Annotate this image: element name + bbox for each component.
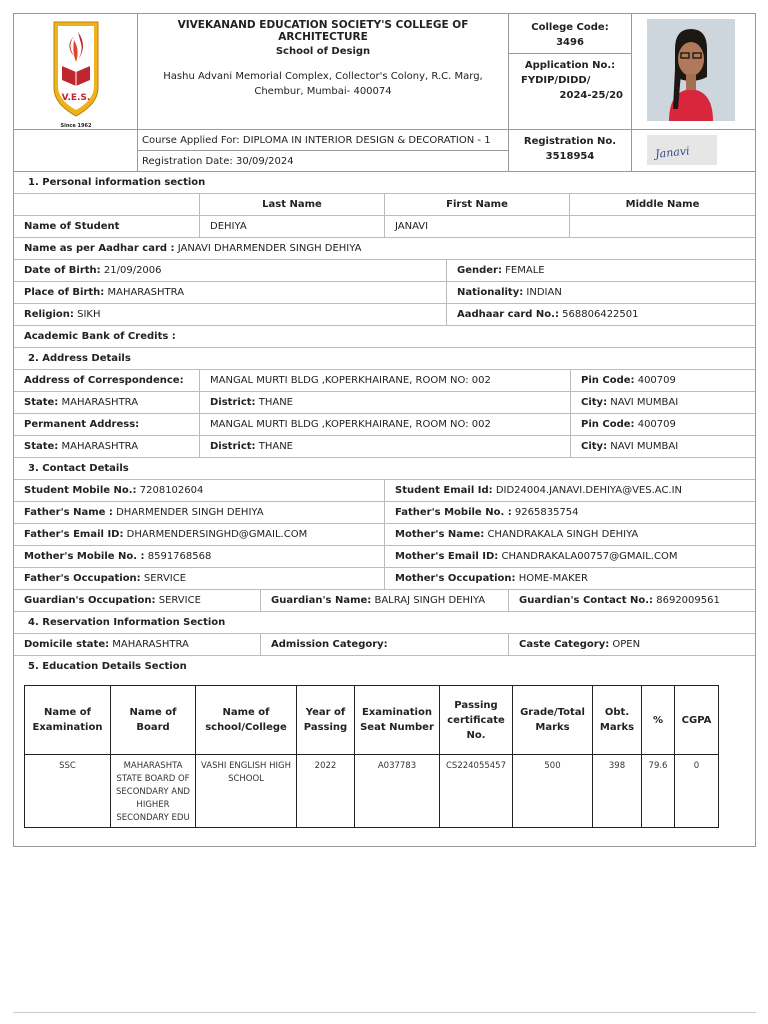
mother-occ-cell [385, 568, 755, 589]
perm-address-row [14, 414, 755, 436]
aadhaar-no-value: 568806422501 [562, 309, 639, 320]
table-row [25, 755, 719, 828]
perm-pin-value: 400709 [637, 419, 676, 430]
education-header-row [25, 686, 719, 755]
application-no-line1: FYDIP/DIDD/ [521, 75, 591, 86]
table-header: Grade/Total Marks [513, 686, 593, 755]
pob-row [14, 282, 755, 304]
signature-icon [647, 135, 717, 165]
reg-no-value: 3518954 [545, 151, 595, 162]
father-email-row [14, 524, 755, 546]
abc-label: Academic Bank of Credits : [24, 331, 176, 342]
code-cell [509, 14, 632, 130]
mother-mobile-cell [14, 546, 385, 567]
table-header: Name of Examination [25, 686, 111, 755]
perm-city-value: NAVI MUMBAI [610, 441, 679, 452]
logo-cell [14, 14, 138, 130]
middle-name-value [570, 216, 755, 237]
table-cell: 79.6 [642, 755, 675, 828]
mother-row [14, 546, 755, 568]
nationality-label: Nationality: [457, 287, 524, 298]
caste-cell [509, 634, 755, 655]
pin-label: Pin Code: [581, 419, 635, 430]
course-row [138, 130, 508, 151]
perm-district-cell [200, 436, 571, 457]
middle-name-header: Middle Name [625, 199, 700, 210]
corr-state-row [14, 392, 755, 414]
section-title: 4. Reservation Information Section [28, 617, 226, 628]
course-value: DIPLOMA IN INTERIOR DESIGN & DECORATION - 1 [242, 135, 491, 146]
table-header: Obt. Marks [593, 686, 642, 755]
student-signature [647, 135, 717, 165]
student-mobile-cell [14, 480, 385, 501]
pob-label: Place of Birth: [24, 287, 105, 298]
father-email-cell [14, 524, 385, 545]
city-label: City: [581, 441, 608, 452]
domicile-value: MAHARASHTRA [112, 639, 189, 650]
table-cell: 500 [513, 755, 593, 828]
student-name-row [14, 216, 755, 238]
logo-text: V.E.S. [61, 93, 91, 103]
address-section-heading [14, 348, 755, 370]
address-line-1: Hashu Advani Memorial Complex, Collector's Colony, R.C. Marg, [163, 71, 483, 82]
student-email-cell [385, 480, 755, 501]
nationality-cell [447, 282, 755, 303]
corr-address-value: MANGAL MURTI BLDG ,KOPERKHAIRANE, ROOM NO: 002 [200, 370, 571, 391]
perm-state-value: MAHARASHTRA [61, 441, 139, 452]
corr-address-row [14, 370, 755, 392]
mother-email-label: Mother's Email ID: [395, 551, 499, 562]
section-title: 3. Contact Details [28, 463, 129, 474]
perm-state-cell [14, 436, 200, 457]
contact-section-heading [14, 458, 755, 480]
blank-header [14, 194, 200, 215]
application-box [509, 54, 631, 103]
corr-city-cell [571, 392, 755, 413]
signature-cell [632, 130, 755, 172]
table-cell: 2022 [297, 755, 355, 828]
aadhar-name-row [14, 238, 755, 260]
table-cell: CS224055457 [440, 755, 513, 828]
pob-cell [14, 282, 447, 303]
college-code-box [509, 14, 631, 54]
college-code-label: College Code: [531, 22, 609, 33]
guardian-contact-cell [509, 590, 755, 611]
name-label: Name of Student [14, 216, 200, 237]
father-mobile-label: Father's Mobile No. : [395, 507, 512, 518]
admission-label: Admission Category: [271, 639, 388, 650]
state-label: State: [24, 441, 59, 452]
student-photo-icon [647, 19, 735, 121]
corr-state-value: MAHARASHTRA [61, 397, 139, 408]
perm-address-label: Permanent Address: [14, 414, 200, 435]
reg-no-label: Registration No. [523, 136, 617, 147]
perm-city-cell [571, 436, 755, 457]
mother-mobile-value: 8591768568 [147, 551, 212, 562]
personal-section-heading [14, 172, 755, 194]
student-photo [647, 19, 735, 121]
district-label: District: [210, 397, 256, 408]
student-email-label: Student Email Id: [395, 485, 493, 496]
corr-pin-cell [571, 370, 755, 391]
guardian-name-label: Guardian's Name: [271, 595, 372, 606]
abc-row [14, 326, 755, 348]
mother-name-value: CHANDRAKALA SINGH DEHIYA [487, 529, 639, 540]
mother-name-label: Mother's Name: [395, 529, 485, 540]
guardian-name-value: BALRAJ SINGH DEHIYA [374, 595, 486, 606]
table-header: % [642, 686, 675, 755]
domicile-cell [14, 634, 261, 655]
student-email-value: DID24004.JANAVI.DEHIYA@VES.AC.IN [495, 485, 683, 496]
religion-label: Religion: [24, 309, 74, 320]
guardian-occ-cell [14, 590, 261, 611]
course-cell [138, 130, 509, 172]
mother-name-cell [385, 524, 755, 545]
section-title: 2. Address Details [28, 353, 131, 364]
registration-strip [14, 130, 755, 172]
father-mobile-value: 9265835754 [514, 507, 579, 518]
reg-date-value: 30/09/2024 [235, 156, 294, 167]
nationality-value: INDIAN [526, 287, 562, 298]
course-label: Course Applied For: [142, 135, 240, 146]
table-header: Passing certificate No. [440, 686, 513, 755]
school-name: School of Design [275, 46, 371, 57]
page-divider [13, 1012, 756, 1013]
caste-value: OPEN [612, 639, 641, 650]
section-title: 5. Education Details Section [28, 661, 187, 672]
corr-district-cell [200, 392, 571, 413]
college-title-cell [138, 14, 509, 130]
logo-since: Since 1962 [60, 123, 92, 129]
corr-pin-value: 400709 [637, 375, 676, 386]
name-header-row [14, 194, 755, 216]
dob-cell [14, 260, 447, 281]
college-code-value: 3496 [556, 37, 584, 48]
aadhaar-no-label: Aadhaar card No.: [457, 309, 559, 320]
corr-state-cell [14, 392, 200, 413]
application-label: Application No.: [524, 60, 616, 71]
first-name-value: JANAVI [385, 216, 570, 237]
mother-occ-label: Mother's Occupation: [395, 573, 516, 584]
student-mobile-label: Student Mobile No.: [24, 485, 137, 496]
district-label: District: [210, 441, 256, 452]
college-address [138, 69, 508, 99]
aadhar-name-label: Name as per Aadhar card : [24, 243, 175, 254]
state-label: State: [24, 397, 59, 408]
address-line-2: Chembur, Mumbai- 400074 [254, 86, 392, 97]
table-cell: A037783 [355, 755, 440, 828]
student-mobile-value: 7208102604 [139, 485, 204, 496]
father-name-label: Father's Name : [24, 507, 113, 518]
aadhar-name-cell [14, 238, 755, 259]
corr-district-value: THANE [258, 397, 293, 408]
city-label: City: [581, 397, 608, 408]
caste-label: Caste Category: [519, 639, 610, 650]
admission-cell [261, 634, 509, 655]
dob-value: 21/09/2006 [103, 265, 162, 276]
father-occ-label: Father's Occupation: [24, 573, 141, 584]
reservation-row [14, 634, 755, 656]
form-header [14, 14, 755, 130]
photo-cell [632, 14, 755, 130]
last-name-value: DEHIYA [200, 216, 385, 237]
father-email-value: DHARMENDERSINGHD@GMAIL.COM [126, 529, 308, 540]
guardian-contact-label: Guardian's Contact No.: [519, 595, 654, 606]
table-header: Year of Passing [297, 686, 355, 755]
reg-date-row [138, 151, 508, 172]
table-header: Name of school/College [196, 686, 297, 755]
application-no-line2: 2024-25/20 [559, 90, 623, 101]
religion-row [14, 304, 755, 326]
svg-text:Janavi: Janavi [654, 144, 691, 161]
table-cell: SSC [25, 755, 111, 828]
mother-mobile-label: Mother's Mobile No. : [24, 551, 145, 562]
guardian-occ-label: Guardian's Occupation: [24, 595, 156, 606]
gender-label: Gender: [457, 265, 502, 276]
reservation-section-heading [14, 612, 755, 634]
last-name-header: Last Name [200, 194, 385, 215]
reg-date-label: Registration Date: [142, 156, 233, 167]
aadhar-name-value: JANAVI DHARMENDER SINGH DEHIYA [177, 243, 362, 254]
college-name: VIVEKANAND EDUCATION SOCIETY'S COLLEGE OF ARCHITECTURE [177, 19, 469, 43]
father-occ-value: SERVICE [143, 573, 187, 584]
abc-cell [14, 326, 755, 347]
mother-occ-value: HOME-MAKER [518, 573, 588, 584]
ves-logo-icon [50, 20, 102, 120]
domicile-label: Domicile state: [24, 639, 110, 650]
blank-cell [14, 130, 138, 172]
mother-email-cell [385, 546, 755, 567]
guardian-contact-value: 8692009561 [656, 595, 720, 606]
registration-form [13, 13, 756, 847]
education-table [24, 685, 719, 828]
guardian-row [14, 590, 755, 612]
guardian-name-cell [261, 590, 509, 611]
table-cell: 398 [593, 755, 642, 828]
corr-address-label: Address of Correspondence: [14, 370, 200, 391]
education-section-heading [14, 656, 755, 678]
table-header: CGPA [675, 686, 719, 755]
perm-state-row [14, 436, 755, 458]
pob-value: MAHARASHTRA [107, 287, 185, 298]
table-cell: MAHARASHTA STATE BOARD OF SECONDARY AND HIGHER SECONDARY EDU [111, 755, 196, 828]
father-name-value: DHARMENDER SINGH DEHIYA [116, 507, 264, 518]
religion-cell [14, 304, 447, 325]
father-name-cell [14, 502, 385, 523]
religion-value: SIKH [77, 309, 101, 320]
perm-address-value: MANGAL MURTI BLDG ,KOPERKHAIRANE, ROOM NO: 002 [200, 414, 571, 435]
father-email-label: Father's Email ID: [24, 529, 124, 540]
perm-district-value: THANE [258, 441, 293, 452]
first-name-header: First Name [385, 194, 570, 215]
perm-pin-cell [571, 414, 755, 435]
guardian-occ-value: SERVICE [158, 595, 201, 606]
dob-label: Date of Birth: [24, 265, 101, 276]
father-mobile-cell [385, 502, 755, 523]
table-header: Name of Board [111, 686, 196, 755]
table-header: Examination Seat Number [355, 686, 440, 755]
registration-no-cell [509, 130, 632, 172]
pin-label: Pin Code: [581, 375, 635, 386]
gender-cell [447, 260, 755, 281]
father-occ-cell [14, 568, 385, 589]
table-cell: VASHI ENGLISH HIGH SCHOOL [196, 755, 297, 828]
occupation-row [14, 568, 755, 590]
section-title: 1. Personal information section [28, 177, 206, 188]
student-contact-row [14, 480, 755, 502]
mother-email-value: CHANDRAKALA00757@GMAIL.COM [501, 551, 678, 562]
gender-value: FEMALE [505, 265, 545, 276]
father-row [14, 502, 755, 524]
table-cell: 0 [675, 755, 719, 828]
corr-city-value: NAVI MUMBAI [610, 397, 679, 408]
dob-row [14, 260, 755, 282]
aadhaar-no-cell [447, 304, 755, 325]
